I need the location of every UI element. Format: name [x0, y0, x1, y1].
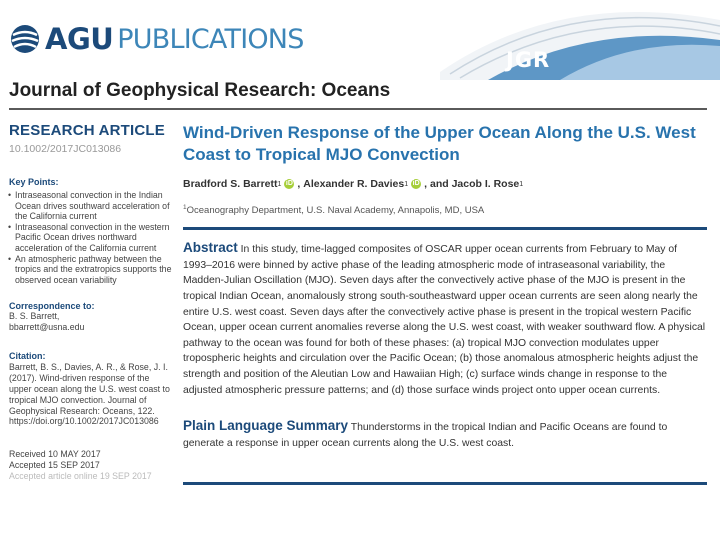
article-title: Wind-Driven Response of the Upper Ocean Along the U.S. West Coast to Tropical MJO Convection	[183, 123, 696, 164]
author-name[interactable]: Bradford S. Barrett	[183, 178, 278, 190]
correspondence-heading: Correspondence to:	[9, 301, 95, 312]
author-affiliation-sup: 1	[519, 180, 524, 188]
brand-agu: AGU	[45, 22, 114, 56]
accepted-date: Accepted 15 SEP 2017	[9, 460, 100, 471]
article-main	[183, 122, 707, 451]
correspondence-name: B. S. Barrett,	[9, 311, 60, 322]
jgr-swoosh-graphic	[440, 0, 720, 80]
affiliation-text: Oceanography Department, U.S. Naval Academy, Annapolis, MD, USA	[186, 205, 485, 217]
abstract-heading: Abstract	[183, 240, 238, 256]
orcid-icon[interactable]: iD	[412, 180, 420, 187]
author-affiliation-sup: 1	[277, 180, 282, 188]
journal-title: Journal of Geophysical Research: Oceans	[9, 80, 391, 101]
article-dates	[9, 449, 174, 482]
jgr-badge: JGR	[506, 48, 551, 72]
agu-publications-logo[interactable]	[9, 22, 304, 56]
received-date: Received 10 MAY 2017	[9, 449, 101, 460]
abstract-body: In this study, time-lagged composites of OSCAR upper ocean currents from February to May of 1993–2016 were binned by active phase of the leading atmospheric mode of intraseasonal variability, the Madden-Julian Oscillation (MJO). Seven days after the convectively active phase of the MJO is present in the tropical Indian Ocean, anomalously strong south-southeastward upper ocean currents are seen along nearly the entire U.S. west coast. Seven days after the convectively active phase is present in the tropical western Pacific Ocean, upper ocean current anomalies reverse along the U.S. west coast, with weaker southward flow. A physical pathway to the ocean was found for both of these phases: (a) tropical MJO convection modulates upper tropospheric heights and circulation over the Pacific Ocean; (b) those anomalous atmospheric heights adjust the strength and position of the Aleutian Low and Hawaiian High; (c) surface winds change in response to the adjusted atmospheric pressure patterns; and (d) those surface winds project onto upper ocean currents.	[183, 244, 706, 396]
abstract-section	[183, 240, 707, 398]
orcid-icon[interactable]: iD	[285, 180, 293, 187]
plain-language-summary-heading: Plain Language Summary	[183, 418, 349, 434]
key-points-list	[9, 190, 174, 285]
correspondence-email[interactable]: bbarrett@usna.edu	[9, 322, 85, 333]
citation-heading: Citation:	[9, 351, 46, 362]
author-name[interactable]: Jacob I. Rose	[451, 178, 520, 190]
author-separator: , and	[424, 178, 452, 190]
plain-language-summary-body: Thunderstorms in the tropical Indian and Pacific Oceans are found to generate a response in upper ocean currents along the U.S. west coast.	[183, 422, 668, 449]
article-doi[interactable]: 10.1002/2017JC013086	[9, 143, 122, 155]
article-sidebar	[9, 122, 174, 482]
page-header	[0, 0, 720, 101]
plain-language-summary	[183, 418, 707, 451]
affiliation-sup: 1	[183, 204, 187, 211]
author-affiliation	[183, 204, 707, 216]
author-affiliation-sup: 1	[404, 180, 409, 188]
agu-globe-icon	[9, 23, 43, 55]
key-point: • Intraseasonal convection in the Indian Ocean drives southward acceleration of the California current	[9, 190, 174, 222]
key-point: • Intraseasonal convection in the western Pacific Ocean drives northward acceleration of the California current	[9, 222, 174, 254]
header-divider	[9, 108, 707, 110]
bottom-divider	[183, 482, 707, 485]
author-separator: ,	[297, 178, 304, 190]
author-name[interactable]: Alexander R. Davies	[303, 178, 405, 190]
accepted-online-date: Accepted article online 19 SEP 2017	[9, 471, 152, 482]
article-type: RESEARCH ARTICLE	[9, 122, 165, 139]
brand-publications: PUBLICATIONS	[117, 23, 304, 55]
key-points-heading: Key Points:	[9, 177, 59, 187]
author-list	[183, 178, 707, 190]
citation-text: Barrett, B. S., Davies, A. R., & Rose, J. I. (2017). Wind-driven response of the upper ocean along the U.S. west coast to tropical MJO convection. Journal of Geophysical Research: Oceans, 122. https://doi.org/10.1002/2017JC013086	[9, 362, 170, 427]
key-point: • An atmospheric pathway between the tropics and the extratropics supports the observed ocean variability	[9, 254, 174, 286]
abstract-divider	[183, 227, 707, 230]
